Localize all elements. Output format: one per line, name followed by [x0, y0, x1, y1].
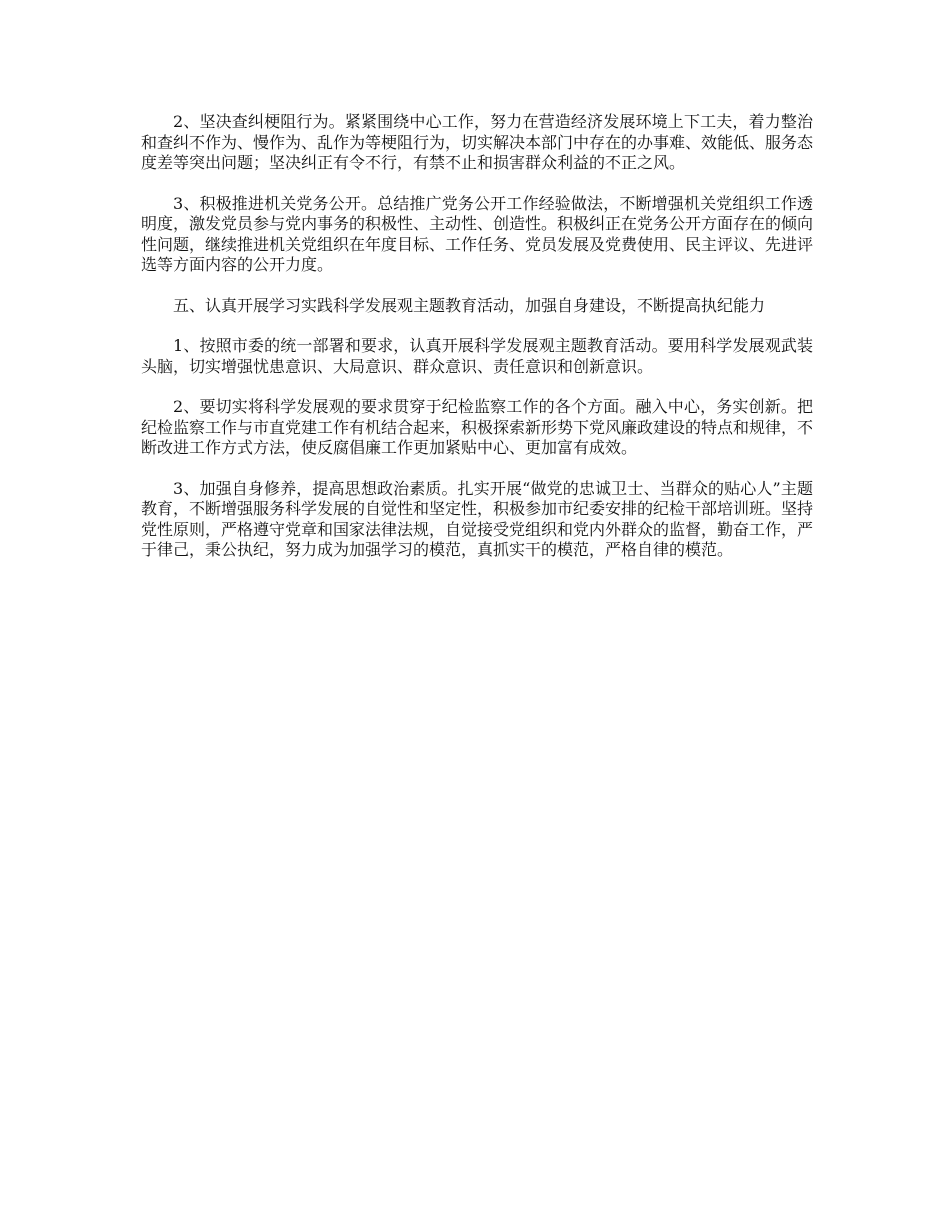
paragraph-item-3-party-affairs-openness: 3、积极推进机关党务公开。总结推广党务公开工作经验做法，不断增强机关党组织工作透明度，激发党员参与党内事务的积极性、主动性、创造性。积极纠正在党务公开方面存在的倾向性问题，继续推进机关党组织在年度目标、工作任务、党员发展及党费使用、民主评议、先进评选等方面内容的公开力度。 — [141, 193, 814, 274]
section-heading-five: 五、认真开展学习实践科学发展观主题教育活动，加强自身建设，不断提高执纪能力 — [173, 295, 766, 315]
paragraph-item-2-scientific-development: 2、要切实将科学发展观的要求贯穿于纪检监察工作的各个方面。融入中心，务实创新。把纪检监察工作与市直党建工作有机结合起来，积极探索新形势下党风廉政建设的特点和规律，不断改进工作方式方法，使反腐倡廉工作更加紧贴中心、更加富有成效。 — [141, 397, 814, 457]
paragraph-item-3-self-cultivation: 3、加强自身修养，提高思想政治素质。扎实开展“做党的忠诚卫士、当群众的贴心人”主题教育，不断增强服务科学发展的自觉性和坚定性，积极参加市纪委安排的纪检干部培训班。坚持党性原则，严格遵守党章和国家法律法规，自觉接受党组织和党内外群众的监督，勤奋工作，严于律己，秉公执纪，努力成为加强学习的模范，真抓实干的模范，严格自律的模范。 — [141, 478, 814, 559]
paragraph-item-2-obstruction: 2、坚决查纠梗阻行为。紧紧围绕中心工作，努力在营造经济发展环境上下工夫，着力整治和查纠不作为、慢作为、乱作为等梗阻行为，切实解决本部门中存在的办事难、效能低、服务态度差等突出问题；坚决纠正有令不行，有禁不止和损害群众利益的不正之风。 — [141, 112, 814, 172]
paragraph-item-1-education-activity: 1、按照市委的统一部署和要求，认真开展科学发展观主题教育活动。要用科学发展观武装头脑，切实增强忧患意识、大局意识、群众意识、责任意识和创新意识。 — [141, 336, 813, 376]
document-body — [141, 112, 813, 581]
